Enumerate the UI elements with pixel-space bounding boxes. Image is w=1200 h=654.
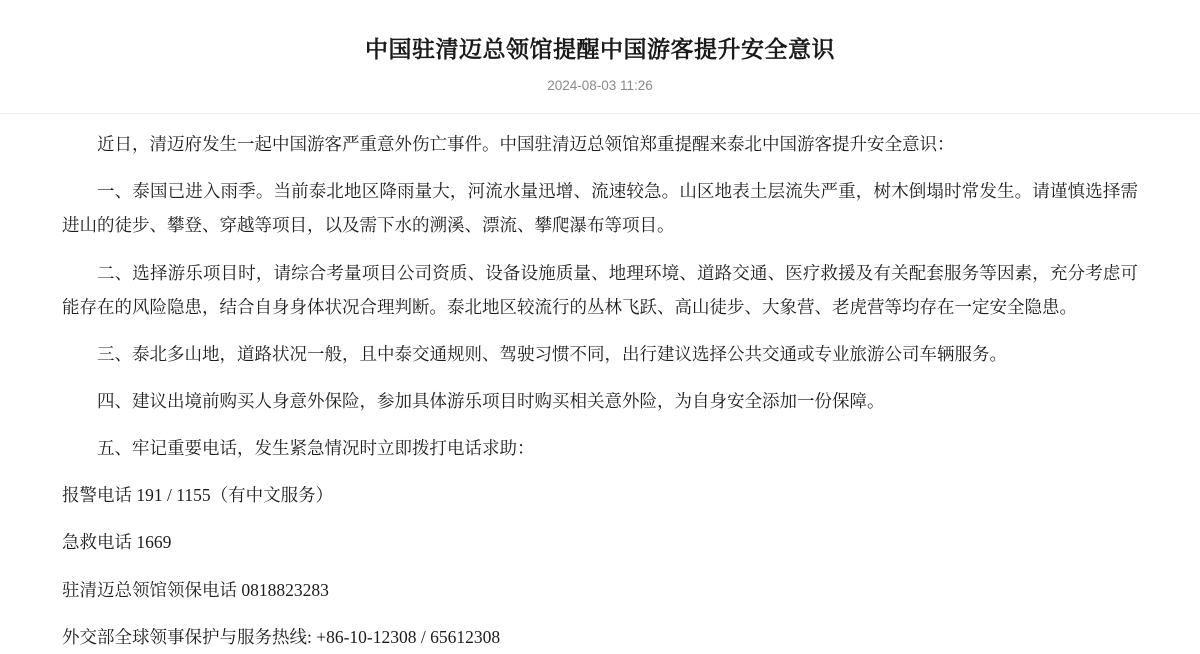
article-paragraph: 四、建议出境前购买人身意外保险，参加具体游乐项目时购买相关意外险，为自身安全添加一份保障。	[97, 390, 885, 411]
page-title: 中国驻清迈总领馆提醒中国游客提升安全意识	[365, 37, 835, 62]
article-body	[0, 114, 1200, 654]
contact-line: 驻清迈总领馆领保电话 0818823283	[62, 579, 329, 600]
article-header	[0, 0, 1200, 93]
contact-line: 报警电话 191 / 1155（有中文服务）	[62, 485, 334, 506]
contact-line: 外交部全球领事保护与服务热线: +86-10-12308 / 65612308	[62, 626, 501, 647]
lead-paragraph: 近日，清迈府发生一起中国游客严重意外伤亡事件。中国驻清迈总领馆郑重提醒来泰北中国游客提升安全意识：	[97, 134, 955, 155]
article-paragraph: 三、泰北多山地，道路状况一般，且中泰交通规则、驾驶习惯不同，出行建议选择公共交通或专业旅游公司车辆服务。	[97, 343, 1007, 364]
publish-timestamp: 2024-08-03 11:26	[547, 78, 653, 94]
article-paragraph: 五、牢记重要电话，发生紧急情况时立即拨打电话求助：	[97, 438, 535, 459]
article-paragraph: 二、选择游乐项目时，请综合考量项目公司资质、设备设施质量、地理环境、道路交通、医疗救援及有关配套服务等因素，充分考虑可能存在的风险隐患，结合自身身体状况合理判断。泰北地区较流行的丛林飞跃、高山徒步、大象营、老虎营等均存在一定安全隐患。	[62, 262, 1138, 317]
contact-line: 急救电话 1669	[62, 532, 172, 553]
article-paragraph: 一、泰国已进入雨季。当前泰北地区降雨量大，河流水量迅增、流速较急。山区地表土层流失严重，树木倒塌时常发生。请谨慎选择需进山的徒步、攀登、穿越等项目，以及需下水的溯溪、漂流、攀爬瀑布等项目。	[62, 181, 1138, 236]
